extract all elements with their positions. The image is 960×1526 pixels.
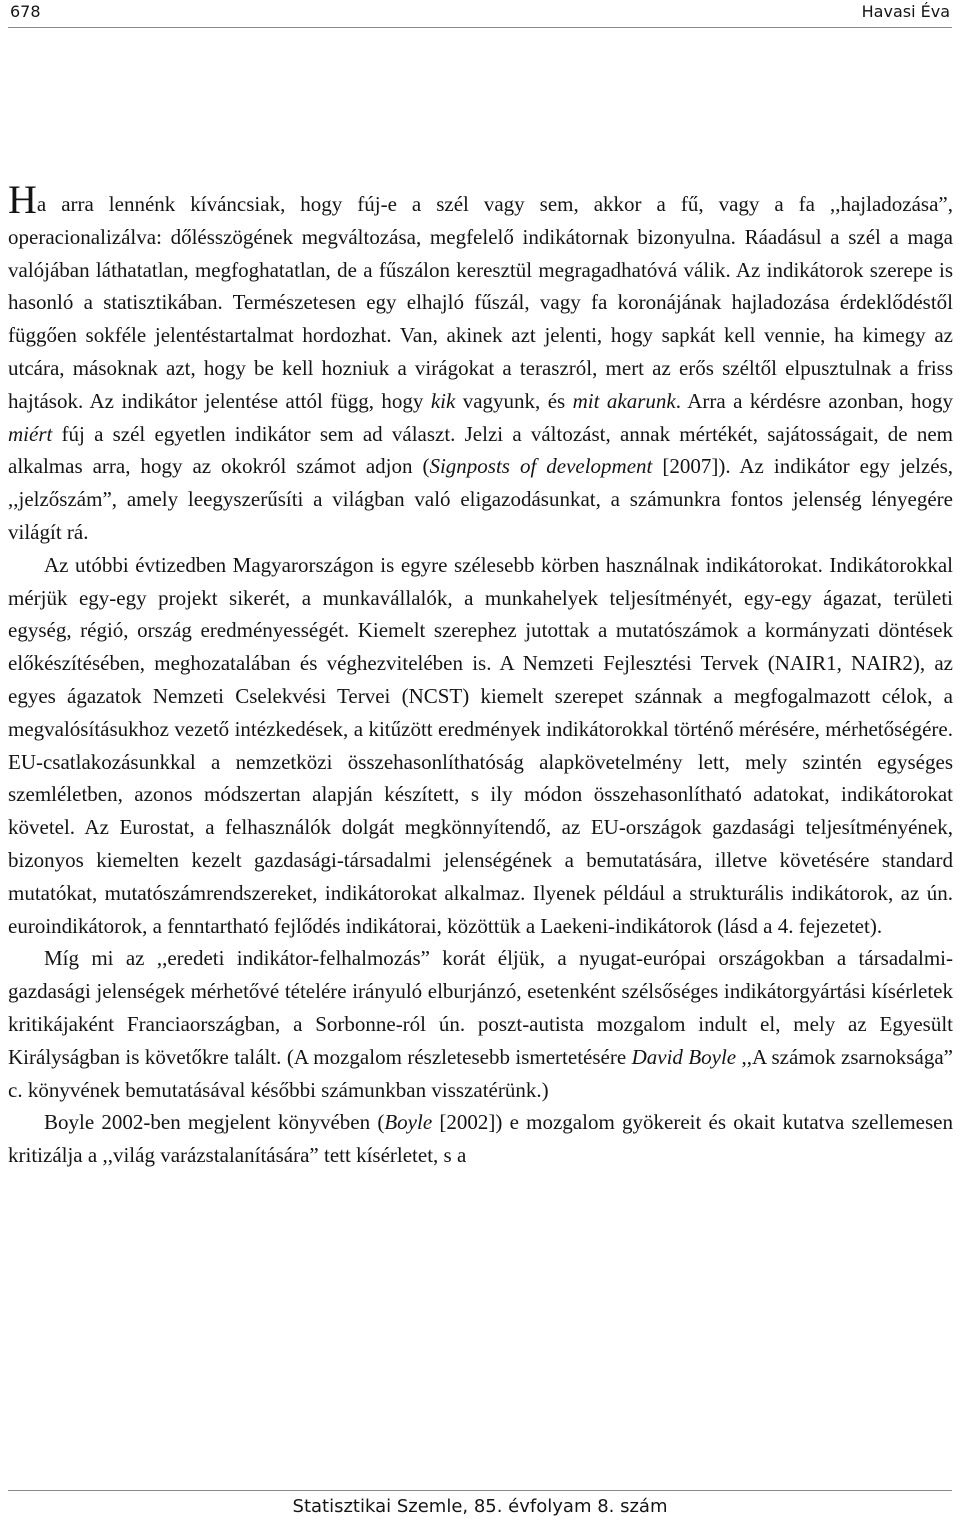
p4-text-b: [2002]) e mozgalom gyökereit és okait kutatva szellemesen kritizálja a ,,világ varázstalanítására” tett kísérletet, s a — [8, 1110, 953, 1168]
p1-italic-miert: miért — [8, 421, 53, 446]
p1-text-e: [2007]). Az indikátor egy jelzés, ,,jelzőszám”, amely leegyszerűsíti a világban való eligazodásunkat, a számunkra fontos jelenség lényegére világít rá. — [8, 454, 954, 544]
paragraph-4 — [8, 1106, 953, 1172]
paragraph-3 — [8, 942, 953, 1106]
p1-italic-mit-akarunk: mit akarunk — [572, 388, 676, 413]
p1-italic-kik: kik — [430, 388, 456, 413]
footer-rule — [8, 1490, 952, 1491]
p3-italic-david-boyle: David Boyle — [631, 1044, 737, 1069]
page-number: 678 — [10, 2, 41, 21]
running-footer: Statisztikai Szemle, 85. évfolyam 8. szám — [292, 1496, 668, 1517]
p4-text-a: Boyle 2002-ben megjelent könyvében ( — [44, 1110, 385, 1135]
drop-cap: H — [8, 177, 37, 222]
p1-text-c: . Arra a kérdésre azonban, hogy — [675, 388, 954, 413]
p3-text-a: Míg mi az ,,eredeti indikátor-felhalmozás” korát éljük, a nyugat-európai országokban a társadalmi-gazdasági jelenségek mérhetővé tételére irányuló elburjánzó, esetenként szélsőséges indikátorgyártási kísérletek kritikájaként Franciaországban, a Sorbonne-ról ún. poszt-autista mozgalom indult el, mely az Egyesült Királyságban is követőkre talált. (A mozgalom részletesebb ismertetésére — [8, 946, 953, 1069]
p1-text-d: fúj a szél egyetlen indikátor sem ad választ. Jelzi a változást, annak mértékét, sajátosságait, de nem alkalmas arra, hogy az okokról számot adjon ( — [8, 421, 953, 479]
running-header — [10, 2, 950, 26]
running-header-author: Havasi Éva — [861, 2, 950, 21]
article-body — [8, 177, 954, 1172]
p1-text-b: vagyunk, és — [455, 388, 573, 413]
paragraph-2: Az utóbbi évtizedben Magyarországon is egyre szélesebb körben használnak indikátorokat. Indikátorokkal mérjük egy-egy projekt sikerét, a munkavállalók, a munkahelyek teljesítményét, egy-egy ágazat, területi egység, régió, ország eredményességét. Kiemelt szerephez jutottak a mutatószámok a kormányzati döntések előkészítésében, meghozatalában és véghezvitelében is. A Nemzeti Fejlesztési Tervek (NAIR1, NAIR2), az egyes ágazatok Nemzeti Cselekvési Tervei (NCST) kiemelt szerepet szánnak a megfogalmazott célok, a megvalósításukhoz vezető intézkedések, a kitűzött eredmények indikátorokkal történő mérésére, mérhetőségére. EU-csatlakozásunkkal a nemzetközi összehasonlíthatóság alapkövetelmény lett, mely szintén egységes szemléletben, azonos módszertan alapján készített, s ily módon összehasonlítható adatokat, indikátorokat követel. Az Eurostat, a felhasználók dolgát megkönnyítendő, az EU-országok gazdasági teljesítményének, bizonyos kiemelten kezelt gazdasági-társadalmi jelenségének a bemutatására, illetve követésére standard mutatókat, mutatószámrendszereket, indikátorokat alkalmaz. Ilyenek például a strukturális indikátorok, az ún. euroindikátorok, a fenntartható fejlődés indikátorai, közöttük a Laekeni-indikátorok (lásd a 4. fejezetet). — [8, 552, 953, 938]
p4-italic-boyle: Boyle — [384, 1110, 433, 1135]
p1-italic-signposts: Signposts of development — [429, 454, 653, 479]
header-rule — [8, 27, 952, 28]
p3-text-b: ,,A számok zsarnoksága” c. könyvének bemutatásával későbbi számunkban visszatérünk.) — [8, 1044, 953, 1102]
paragraph-1 — [8, 177, 954, 549]
p1-text-a: a arra lennénk kíváncsiak, hogy fúj-e a szél vagy sem, akkor a fű, vagy a fa ,,hajladozása”, operacionalizálva: dőlésszögének megváltozása, megfelelő indikátornak bizonyulna. Ráadásul a szél a maga valójában láthatatlan, megfoghatatlan, de a fűszálon keresztül megragadhatóvá válik. Az indikátorok szerepe is hasonló a statisztikában. Természetesen egy elhajló fűszál, vagy fa koronájának hajladozása érdeklődéstől függően sokféle jelentéstartalmat hordozhat. Van, akinek azt jelenti, hogy sapkát kell vennie, ha kimegy az utcára, másoknak azt, hogy be kell hozniuk a virágokat a teraszról, mert az erős széltől elpusztulnak a friss hajtások. Az indikátor jelentése attól függ, hogy — [8, 192, 953, 413]
